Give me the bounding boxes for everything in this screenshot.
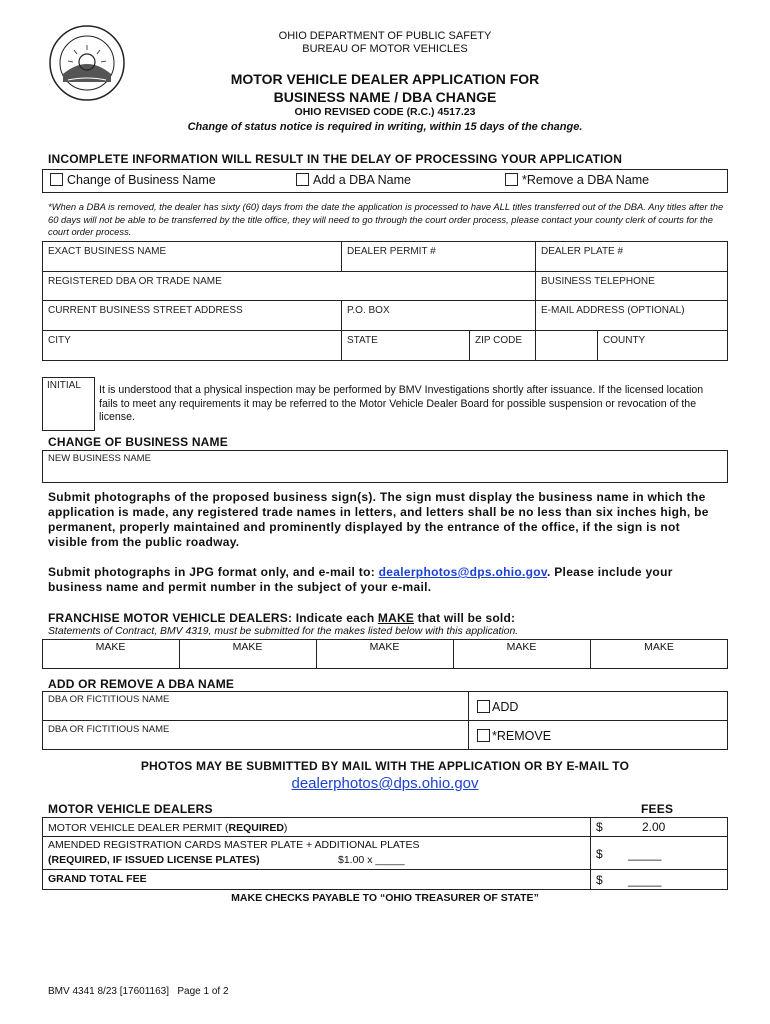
city-field[interactable]: CITY [48,335,71,346]
permit-fee-amount: 2.00 [642,820,666,834]
grand-total-currency: $ [596,873,603,887]
agency-line2: BUREAU OF MOTOR VEHICLES [302,43,468,55]
exact-business-name-field[interactable]: EXACT BUSINESS NAME [48,246,167,257]
agency-line1: OHIO DEPARTMENT OF PUBLIC SAFETY [278,30,492,42]
checkbox-icon[interactable] [505,173,518,186]
permit-fee-required: REQUIRED [228,822,284,834]
registration-cards-rate[interactable]: $1.00 x _____ [338,854,405,866]
submission-email-link[interactable]: dealerphotos@dps.ohio.gov [291,775,479,792]
dba-name-field-2[interactable]: DBA OR FICTITIOUS NAME [48,724,170,735]
zip-code-field[interactable]: ZIP CODE [475,335,523,346]
registration-cards-required: (REQUIRED, IF ISSUED LICENSE PLATES) [48,854,260,866]
make-field[interactable]: MAKE [506,641,537,653]
registered-dba-field[interactable]: REGISTERED DBA OR TRADE NAME [48,276,222,287]
dba-name-field-1[interactable]: DBA OR FICTITIOUS NAME [48,694,170,705]
agency-name [0,30,770,56]
franchise-title-after: that will be sold: [414,611,516,625]
po-box-field[interactable]: P.O. BOX [347,305,390,316]
registration-cards-amount[interactable]: _____ [628,847,662,861]
remove-dba-option[interactable] [477,729,551,743]
check-payable-note: MAKE CHECKS PAYABLE TO “OHIO TREASURER OF STATE” [231,892,539,904]
form-title-line1: MOTOR VEHICLE DEALER APPLICATION FOR [230,71,540,87]
dba-section-title: ADD OR REMOVE A DBA NAME [48,677,235,691]
option-add-dba[interactable] [296,173,411,187]
dealer-permit-field[interactable]: DEALER PERMIT # [347,246,436,257]
inspection-statement: It is understood that a physical inspection may be performed by BMV Investigations shortly after issuance. If the licensed location fails to meet any requirements it may be referred to the Motor Vehicle Dealer Board for possible suspension or revocation of the license. [99,384,704,423]
email-address-field[interactable]: E-MAIL ADDRESS (OPTIONAL) [541,305,685,316]
dealer-photos-email-link[interactable]: dealerphotos@dps.ohio.gov [378,565,547,579]
remove-dba-label: *REMOVE [492,729,552,743]
photo-email-instructions [48,565,718,595]
photo-email-text-after: . Please include your business name and permit number in the subject of your e-mail. [48,565,673,594]
make-field[interactable]: MAKE [95,641,126,653]
dealer-plate-field[interactable]: DEALER PLATE # [541,246,624,257]
form-title [0,70,770,106]
registration-cards-currency: $ [596,847,603,861]
grand-total-label: GRAND TOTAL FEE [48,873,147,885]
registration-cards-label: AMENDED REGISTRATION CARDS MASTER PLATE + ADDITIONAL PLATES [48,839,420,851]
checkbox-icon[interactable] [296,173,309,186]
make-field[interactable]: MAKE [644,641,674,653]
submission-instructions: PHOTOS MAY BE SUBMITTED BY MAIL WITH THE APPLICATION OR BY E-MAIL TO [140,759,630,773]
dba-removal-note: *When a DBA is removed, the dealer has sixty (60) days from the date the application is processed to have ALL titles transferred out of the DBA. Any titles after the 60 days will not be able to be transferred by the title office, they will need to go through the court order process, please contact your county clerk of courts for the court order process. [48,201,724,237]
checkbox-icon[interactable] [477,729,490,742]
incomplete-warning: INCOMPLETE INFORMATION WILL RESULT IN THE DELAY OF PROCESSING YOUR APPLICATION [48,152,623,166]
county-field[interactable]: COUNTY [603,335,646,346]
option-remove-dba-label: *Remove a DBA Name [522,173,650,187]
fees-heading-right: FEES [641,802,674,816]
option-change-name[interactable] [50,173,216,187]
permit-fee-currency: $ [596,820,603,834]
option-remove-dba[interactable] [505,173,649,187]
add-dba-option[interactable] [477,700,518,714]
franchise-subtitle: Statements of Contract, BMV 4319, must be submitted for the makes listed below with this application. [48,626,519,637]
status-notice: Change of status notice is required in writing, within 15 days of the change. [187,121,583,133]
sign-photo-instructions: Submit photographs of the proposed business sign(s). The sign must display the business name in which the application is made, any registered trade names in letters, and letters shall be no less than six inches high, be permanent, properly maintained and prominently displayed by the entrance of the office, if the sign is not visible from the public roadway. [48,490,709,549]
fees-heading-left: MOTOR VEHICLE DEALERS [48,802,213,816]
make-field[interactable]: MAKE [232,641,263,653]
franchise-title-make: MAKE [377,611,415,625]
grand-total-amount[interactable]: _____ [628,873,662,887]
option-add-dba-label: Add a DBA Name [313,173,411,187]
permit-fee-text: MOTOR VEHICLE DEALER PERMIT ( [48,822,229,834]
permit-fee-close: ) [283,822,288,834]
make-field[interactable]: MAKE [369,641,400,653]
initial-label: INITIAL [47,380,81,391]
state-field[interactable]: STATE [347,335,378,346]
street-address-field[interactable]: CURRENT BUSINESS STREET ADDRESS [48,305,243,316]
revised-code: OHIO REVISED CODE (R.C.) 4517.23 [294,106,476,118]
add-dba-label: ADD [492,700,519,714]
checkbox-icon[interactable] [477,700,490,713]
permit-fee-label [48,822,287,834]
franchise-title-before: FRANCHISE MOTOR VEHICLE DEALERS: Indicate each [48,611,378,625]
form-title-line2: BUSINESS NAME / DBA CHANGE [273,89,497,105]
checkbox-icon[interactable] [50,173,63,186]
photo-email-text-before: Submit photographs in JPG format only, and e-mail to: [48,565,379,579]
change-name-title: CHANGE OF BUSINESS NAME [48,435,228,449]
franchise-title [48,611,515,625]
new-business-name-label: NEW BUSINESS NAME [48,453,151,464]
business-telephone-field[interactable]: BUSINESS TELEPHONE [541,276,655,287]
form-footer: BMV 4341 8/23 [17601163] Page 1 of 2 [48,986,229,997]
option-change-name-label: Change of Business Name [67,173,216,187]
